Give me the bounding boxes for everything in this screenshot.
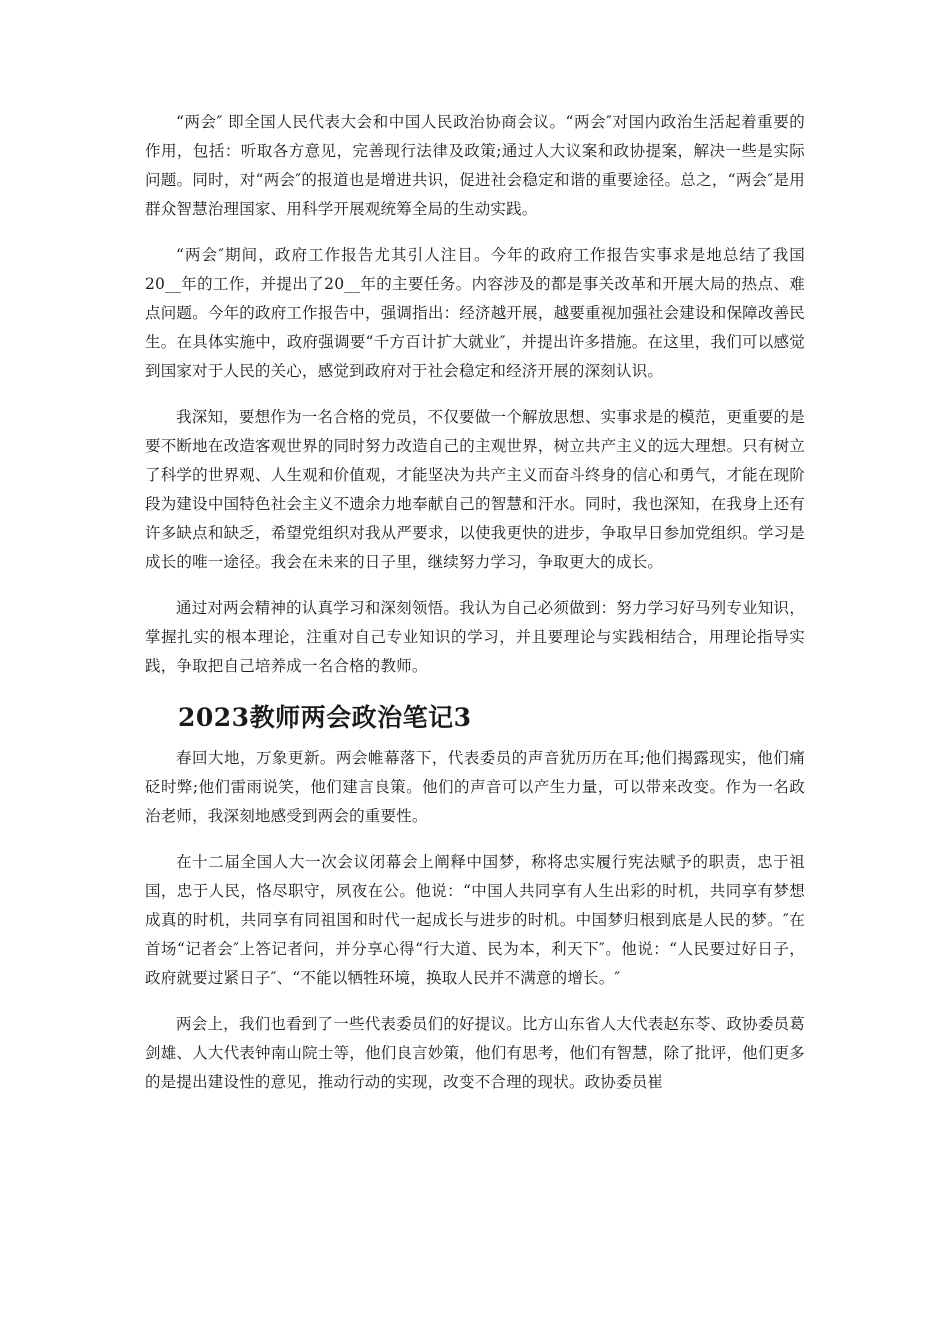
- section-heading: 2023教师两会政治笔记3: [178, 703, 472, 732]
- document-page: [145, 108, 805, 1114]
- body-paragraph: “两会″ 即全国人民代表大会和中国人民政治协商会议。“两会″对国内政治生活起着重要的作用，包括：听取各方意见，完善现行法律及政策;通过人大议案和政协提案，解决一些是实际问题。同时，对“两会″的报道也是增进共识，促进社会稳定和谐的重要途径。总之，“两会″是用群众智慧治理国家、用科学开展观统筹全局的生动实践。: [145, 113, 805, 218]
- body-paragraph: 通过对两会精神的认真学习和深刻领悟。我认为自己必须做到：努力学习好马列专业知识，掌握扎实的根本理论，注重对自己专业知识的学习，并且要理论与实践相结合，用理论指导实践，争取把自己培养成一名合格的教师。: [145, 599, 805, 675]
- body-paragraph: 春回大地，万象更新。两会帷幕落下，代表委员的声音犹历历在耳;他们揭露现实，他们痛砭时弊;他们雷雨说笑，他们建言良策。他们的声音可以产生力量，可以带来改变。作为一名政治老师，我深刻地感受到两会的重要性。: [145, 749, 805, 825]
- body-paragraph: 我深知，要想作为一名合格的党员，不仅要做一个解放思想、实事求是的模范，更重要的是要不断地在改造客观世界的同时努力改造自己的主观世界，树立共产主义的远大理想。只有树立了科学的世界观、人生观和价值观，才能坚决为共产主义而奋斗终身的信心和勇气，才能在现阶段为建设中国特色社会主义不遗余力地奉献自己的智慧和汗水。同时，我也深知，在我身上还有许多缺点和缺乏，希望党组织对我从严要求，以使我更快的进步，争取早日参加党组织。学习是成长的唯一途径。我会在未来的日子里，继续努力学习，争取更大的成长。: [145, 408, 805, 571]
- body-paragraph: 在十二届全国人大一次会议闭幕会上阐释中国梦，称将忠实履行宪法赋予的职责，忠于祖国，忠于人民，恪尽职守，夙夜在公。他说：“中国人共同享有人生出彩的时机，共同享有梦想成真的时机，共同享有同祖国和时代一起成长与进步的时机。中国梦归根到底是人民的梦。″在首场“记者会″上答记者问，并分享心得“行大道、民为本，利天下″。他说：“人民要过好日子，政府就要过紧日子″、“不能以牺牲环境，换取人民并不满意的增长。″: [145, 853, 805, 987]
- body-paragraph: “两会″期间，政府工作报告尤其引人注目。今年的政府工作报告实事求是地总结了我国20__年的工作，并提出了20__年的主要任务。内容涉及的都是事关改革和开展大局的热点、难点问题。今年的政府工作报告中，强调指出：经济越开展，越要重视加强社会建设和保障改善民生。在具体实施中，政府强调要“千方百计扩大就业″，并提出许多措施。在这里，我们可以感觉到国家对于人民的关心，感觉到政府对于社会稳定和经济开展的深刻认识。: [145, 246, 805, 380]
- body-paragraph: 两会上，我们也看到了一些代表委员们的好提议。比方山东省人大代表赵东苓、政协委员葛剑雄、人大代表钟南山院士等，他们良言妙策，他们有思考，他们有智慧，除了批评，他们更多的是提出建设性的意见，推动行动的实现，改变不合理的现状。政协委员崔: [145, 1015, 805, 1091]
